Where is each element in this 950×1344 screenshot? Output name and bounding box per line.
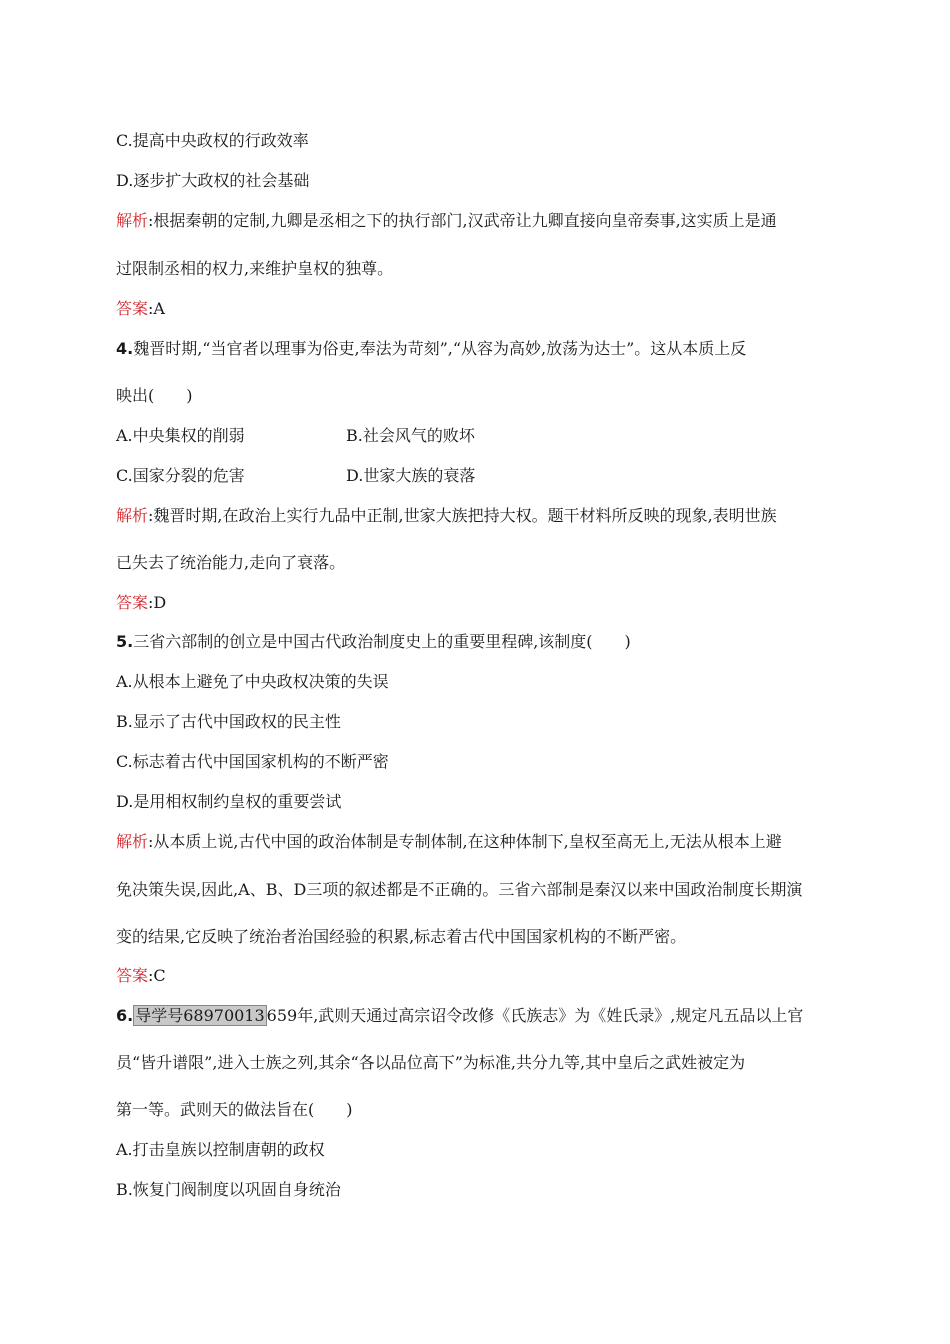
q4-analysis-line1 <box>116 506 777 526</box>
answer-value: :C <box>148 966 166 985</box>
q3-option-c: C.提高中央政权的行政效率 <box>116 131 309 150</box>
q5-option-a: A.从根本上避免了中央政权决策的失误 <box>116 672 389 691</box>
q4-option-c: C.国家分裂的危害 <box>116 466 245 485</box>
q6-stem-line2: 员“皆升谱限”,进入士族之列,其余“各以品位高下”为标准,共分九等,其中皇后之武姓被定为 <box>116 1053 746 1072</box>
question-text: 三省六部制的创立是中国古代政治制度史上的重要里程碑,该制度( ) <box>133 632 631 651</box>
q5-analysis-line1 <box>116 832 782 852</box>
q6-option-b: B.恢复门阀制度以巩固自身统治 <box>116 1180 341 1199</box>
q4-answer <box>116 593 166 613</box>
q3-analysis-line1 <box>116 211 777 231</box>
question-text: 魏晋时期,“当官者以理事为俗吏,奉法为苛刻”,“从容为高妙,放荡为达士”。这从本质上反 <box>133 339 747 358</box>
q4-stem-line1 <box>116 339 746 359</box>
q5-option-d: D.是用相权制约皇权的重要尝试 <box>116 792 342 811</box>
q4-analysis-line2: 已失去了统治能力,走向了衰落。 <box>116 553 346 572</box>
q4-options-row1 <box>116 426 816 446</box>
q5-analysis-line3: 变的结果,它反映了统治者治国经验的积累,标志着古代中国国家机构的不断严密。 <box>116 927 687 946</box>
q5-option-c: C.标志着古代中国国家机构的不断严密 <box>116 752 389 771</box>
q5-analysis-line2: 免决策失误,因此,A、B、D三项的叙述都是不正确的。三省六部制是秦汉以来中国政治制度长期演 <box>116 880 803 899</box>
answer-label: 答案 <box>116 299 149 318</box>
q4-option-b: B.社会风气的败坏 <box>346 426 475 445</box>
question-number: 5. <box>116 632 134 651</box>
q5-stem <box>116 632 631 652</box>
q4-stem-line2: 映出( ) <box>116 386 193 405</box>
analysis-text: :根据秦朝的定制,九卿是丞相之下的执行部门,汉武帝让九卿直接向皇帝奏事,这实质上是通 <box>148 211 777 230</box>
q5-answer <box>116 966 166 986</box>
question-text: 659年,武则天通过高宗诏令改修《氏族志》为《姓氏录》,规定凡五品以上官 <box>266 1006 804 1025</box>
guide-number-tag[interactable]: 导学号68970013 <box>135 1006 265 1025</box>
analysis-label: 解析 <box>116 832 149 851</box>
answer-label: 答案 <box>116 593 149 612</box>
question-number: 4. <box>116 339 134 358</box>
q6-stem-line1 <box>116 1006 803 1026</box>
analysis-text: :魏晋时期,在政治上实行九品中正制,世家大族把持大权。题干材料所反映的现象,表明世族 <box>148 506 777 525</box>
q6-stem-line3: 第一等。武则天的做法旨在( ) <box>116 1100 353 1119</box>
question-number: 6. <box>116 1006 134 1025</box>
q3-option-d: D.逐步扩大政权的社会基础 <box>116 171 310 190</box>
q4-options-row2 <box>116 466 816 486</box>
answer-value: :D <box>148 593 167 612</box>
answer-label: 答案 <box>116 966 149 985</box>
q6-option-a: A.打击皇族以控制唐朝的政权 <box>116 1140 325 1159</box>
answer-value: :A <box>148 299 165 318</box>
analysis-label: 解析 <box>116 506 149 525</box>
q4-option-d: D.世家大族的衰落 <box>346 466 476 485</box>
q3-analysis-line2: 过限制丞相的权力,来维护皇权的独尊。 <box>116 259 394 278</box>
q4-option-a: A.中央集权的削弱 <box>116 426 245 445</box>
q3-answer <box>116 299 165 319</box>
q5-option-b: B.显示了古代中国政权的民主性 <box>116 712 341 731</box>
analysis-label: 解析 <box>116 211 149 230</box>
analysis-text: :从本质上说,古代中国的政治体制是专制体制,在这种体制下,皇权至高无上,无法从根本上避 <box>148 832 782 851</box>
